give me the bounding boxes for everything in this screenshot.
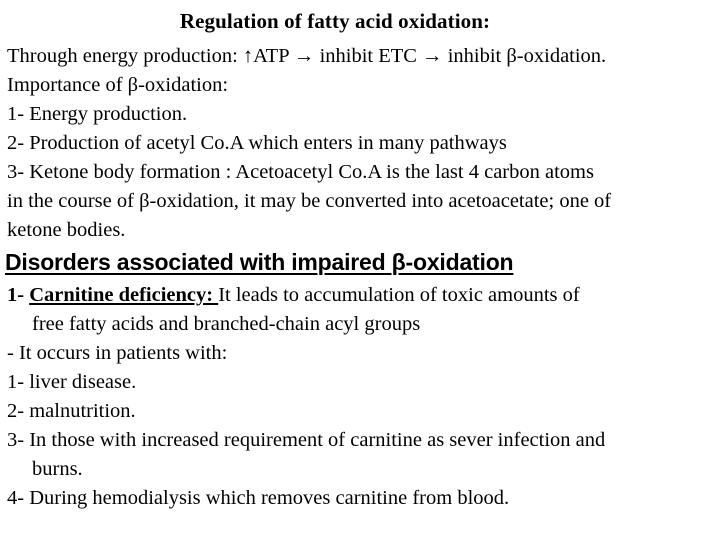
disorder-item-1 xyxy=(7,283,580,307)
importance-item-1: 1- Energy production. xyxy=(7,103,188,125)
regulation-statement: Through energy production: ↑ATP → inhibit ETC → inhibit β-oxidation. xyxy=(7,45,607,67)
cause-item-2: 2- malnutrition. xyxy=(7,400,136,422)
cause-item-1: 1- liver disease. xyxy=(7,371,137,393)
importance-item-3-end: ketone bodies. xyxy=(7,219,126,241)
importance-item-3-continued: in the course of β-oxidation, it may be converted into acetoacetate; one of xyxy=(7,190,612,212)
carnitine-deficiency-term: Carnitine deficiency: xyxy=(29,284,219,306)
slide-title: Regulation of fatty acid oxidation: xyxy=(179,9,491,33)
disorders-heading: Disorders associated with impaired β-oxidation xyxy=(5,249,514,275)
cause-item-4: 4- During hemodialysis which removes carnitine from blood. xyxy=(7,487,510,509)
disorder-item-1-number: 1- xyxy=(7,284,30,306)
disorder-item-1-text: It leads to accumulation of toxic amounts of xyxy=(218,284,580,306)
disorder-item-1-continued: free fatty acids and branched-chain acyl groups xyxy=(32,313,421,335)
importance-item-2: 2- Production of acetyl Co.A which enters in many pathways xyxy=(7,132,507,154)
cause-item-3: 3- In those with increased requirement of carnitine as sever infection and xyxy=(7,429,606,451)
importance-heading: Importance of β-oxidation: xyxy=(7,74,229,96)
cause-item-3-continued: burns. xyxy=(32,458,83,480)
importance-item-3: 3- Ketone body formation : Acetoacetyl Co.A is the last 4 carbon atoms xyxy=(7,161,594,183)
occurs-intro: - It occurs in patients with: xyxy=(7,342,228,364)
